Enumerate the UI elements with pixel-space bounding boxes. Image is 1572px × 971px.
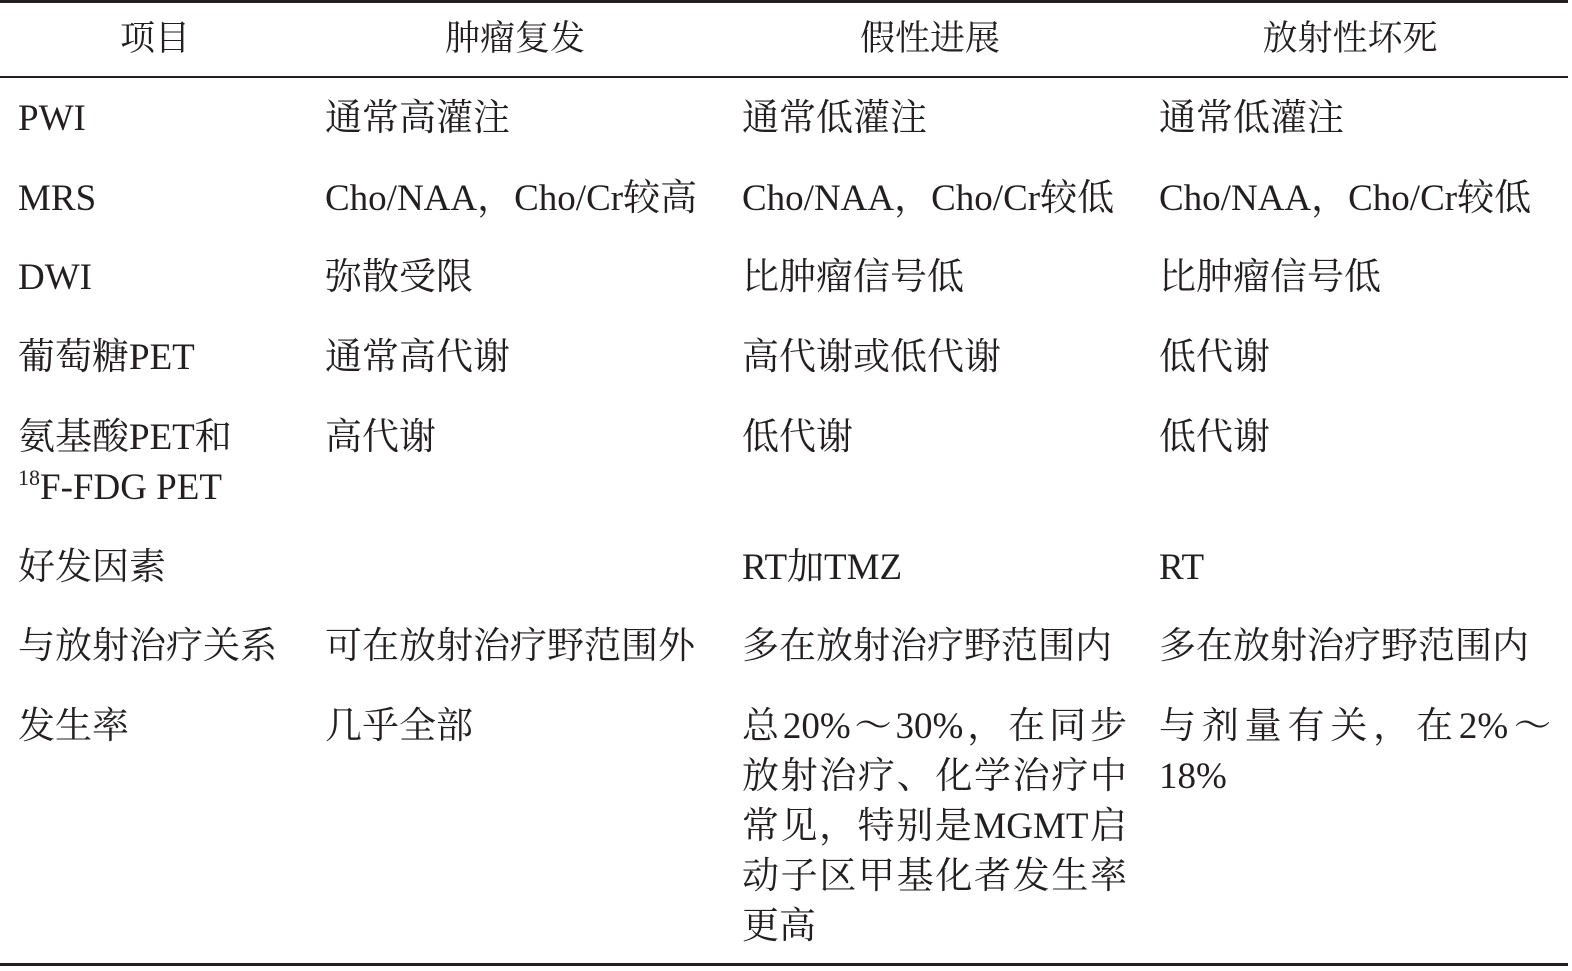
row-rt-relation-pseudo: 多在放射治疗野范围内 [742, 626, 1112, 667]
row-dwi-pseudo: 比肿瘤信号低 [742, 257, 964, 298]
row-pwi-necrosis: 通常低灌注 [1159, 98, 1344, 139]
row-mrs-item: MRS [18, 178, 97, 219]
row-amino-pet-item [18, 413, 232, 513]
row-amino-pet-item-line1: 氨基酸PET和 [18, 417, 232, 458]
header-recurrence: 肿瘤复发 [444, 19, 585, 59]
row-pwi-item: PWI [18, 98, 86, 139]
row-mrs-necrosis: Cho/NAA，Cho/Cr较低 [1159, 178, 1532, 219]
row-dwi-recurrence: 弥散受限 [325, 257, 473, 298]
header-rule [0, 76, 1568, 78]
row-pwi-pseudo: 通常低灌注 [742, 98, 927, 139]
row-factors-necrosis: RT [1159, 547, 1205, 588]
row-mrs-recurrence: Cho/NAA，Cho/Cr较高 [325, 178, 698, 219]
row-amino-pet-recurrence: 高代谢 [325, 417, 436, 458]
row-rt-relation-recurrence: 可在放射治疗野范围外 [325, 626, 695, 667]
table-top-rule [0, 0, 1568, 3]
row-amino-pet-necrosis: 低代谢 [1159, 417, 1270, 458]
row-glucose-pet-pseudo: 高代谢或低代谢 [742, 337, 1001, 378]
row-amino-pet-item-fdg: F-FDG PET [40, 467, 222, 508]
row-incidence-recurrence: 几乎全部 [325, 706, 473, 747]
row-incidence-necrosis: 与剂量有关，在2%～18% [1159, 706, 1551, 797]
row-dwi-necrosis: 比肿瘤信号低 [1159, 257, 1381, 298]
row-amino-pet-pseudo: 低代谢 [742, 417, 853, 458]
row-rt-relation-necrosis: 多在放射治疗野范围内 [1159, 626, 1529, 667]
row-glucose-pet-recurrence: 通常高代谢 [325, 337, 510, 378]
row-mrs-pseudo: Cho/NAA，Cho/Cr较低 [742, 178, 1115, 219]
isotope-superscript: 18 [18, 465, 40, 490]
table-bottom-rule [0, 963, 1568, 966]
row-glucose-pet-necrosis: 低代谢 [1159, 337, 1270, 378]
row-pwi-recurrence: 通常高灌注 [325, 98, 510, 139]
header-radionecrosis: 放射性坏死 [1262, 19, 1438, 59]
row-dwi-item: DWI [18, 257, 92, 298]
row-incidence-item: 发生率 [18, 706, 129, 747]
row-amino-pet-item-line2 [18, 463, 232, 513]
row-factors-pseudo: RT加TMZ [742, 547, 903, 588]
row-rt-relation-item: 与放射治疗关系 [18, 626, 277, 667]
row-glucose-pet-item: 葡萄糖PET [18, 337, 195, 378]
row-incidence-pseudo: 总20%～30%，在同步放射治疗、化学治疗中常见，特别是MGMT启动子区甲基化者发生率更高 [742, 706, 1127, 947]
header-item: 项目 [119, 19, 190, 59]
header-pseudoprogression: 假性进展 [859, 19, 1000, 59]
row-factors-item: 好发因素 [18, 547, 166, 588]
